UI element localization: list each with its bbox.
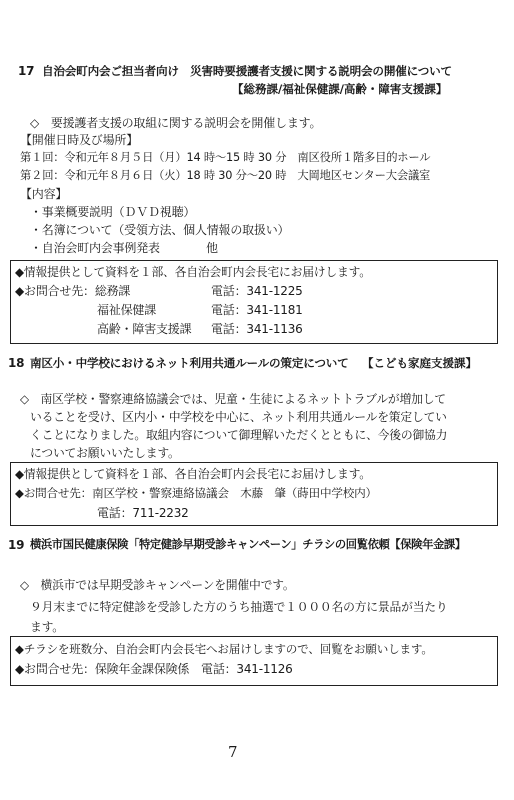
s18-phone: 電話：711-2232 (97, 506, 189, 520)
s18-title: 南区小・中学校におけるネット利用共通ルールの策定について (30, 356, 349, 370)
s19-box-notice: ◆チラシを班数分、自治会町内会長宅へお届けしますので、回覧をお願いします。 (15, 642, 433, 656)
s18-info-box (10, 462, 498, 526)
s18-number: 18 (8, 356, 25, 370)
s17-session-1: 第１回：令和元年８月５日（月）14 時～15 時 30 分 南区役所１階多目的ホール (20, 151, 431, 164)
s17-number: 17 (18, 64, 35, 78)
s17-info-box (10, 260, 498, 344)
s19-contact: ◆お問合せ先：保険年金課保険係 電話：341-1126 (15, 662, 293, 676)
s19-body-line-3: ます。 (30, 620, 64, 634)
s17-contact-label: ◆お問合せ先：総務課 (15, 284, 131, 298)
page-number: 7 (228, 743, 238, 761)
s17-contact-phone-2: 電話：341-1181 (211, 303, 303, 317)
s17-content-item-1: ・事業概要説明（ＤＶＤ視聴） (30, 205, 196, 219)
s17-contact-name-3: 高齢・障害支援課 (97, 322, 192, 336)
s18-department: 【こども家庭支援課】 (362, 356, 477, 370)
s18-body-line-4: についてお願いいたします。 (30, 446, 180, 460)
s17-contact-name-2: 福祉保健課 (97, 303, 157, 317)
s19-body-line-1: ◇ 横浜市では早期受診キャンペーンを開催中です。 (20, 578, 295, 592)
s19-body-line-2: ９月末までに特定健診を受診した方のうち抽選で１０００名の方に景品が当たり (30, 600, 448, 614)
s17-contact-phone-3: 電話：341-1136 (211, 322, 303, 336)
s19-info-box (10, 636, 498, 686)
s17-session-2: 第２回：令和元年８月６日（火）18 時 30 分～20 時 大岡地区センター大会議室 (20, 169, 431, 182)
s17-title: 自治会町内会ご担当者向け 災害時要援護者支援に関する説明会の開催について (42, 64, 452, 78)
s18-contact: ◆お問合せ先：南区学校・警察連絡協議会 木藤 肇（蒔田中学校内） (15, 486, 377, 500)
s18-body-line-2: いることを受け、区内小・中学校を中心に、ネット利用共通ルールを策定してい (30, 410, 447, 424)
s18-body-line-1: ◇ 南区学校・警察連絡協議会では、児童・生徒によるネットトラブルが増加して (20, 392, 446, 406)
s18-box-notice: ◆情報提供として資料を１部、各自治会町内会長宅にお届けします。 (15, 467, 371, 481)
s17-content-label: 【内容】 (20, 187, 68, 201)
s19-number: 19 (8, 538, 25, 552)
s17-department: 【総務課/福祉保健課/高齢・障害支援課】 (232, 82, 448, 96)
s17-schedule-label: 【開催日時及び場所】 (20, 133, 139, 147)
s17-content-item-2: ・名簿について（受領方法、個人情報の取扱い） (30, 223, 290, 237)
s19-title: 横浜市国民健康保険「特定健診早期受診キャンペーン」チラシの回覧依頼【保険年金課】 (30, 538, 466, 551)
s18-body-line-3: くことになりました。取組内容について御理解いただくとともに、今後の御協力 (30, 428, 448, 442)
s17-intro: ◇ 要援護者支援の取組に関する説明会を開催します。 (30, 116, 322, 130)
s17-box-notice: ◆情報提供として資料を１部、各自治会町内会長宅にお届けします。 (15, 265, 371, 279)
s17-content-item-3: ・自治会町内会事例発表 (30, 241, 160, 255)
s17-contact-phone-1: 電話：341-1225 (211, 284, 303, 298)
s17-content-other: 他 (206, 241, 218, 255)
